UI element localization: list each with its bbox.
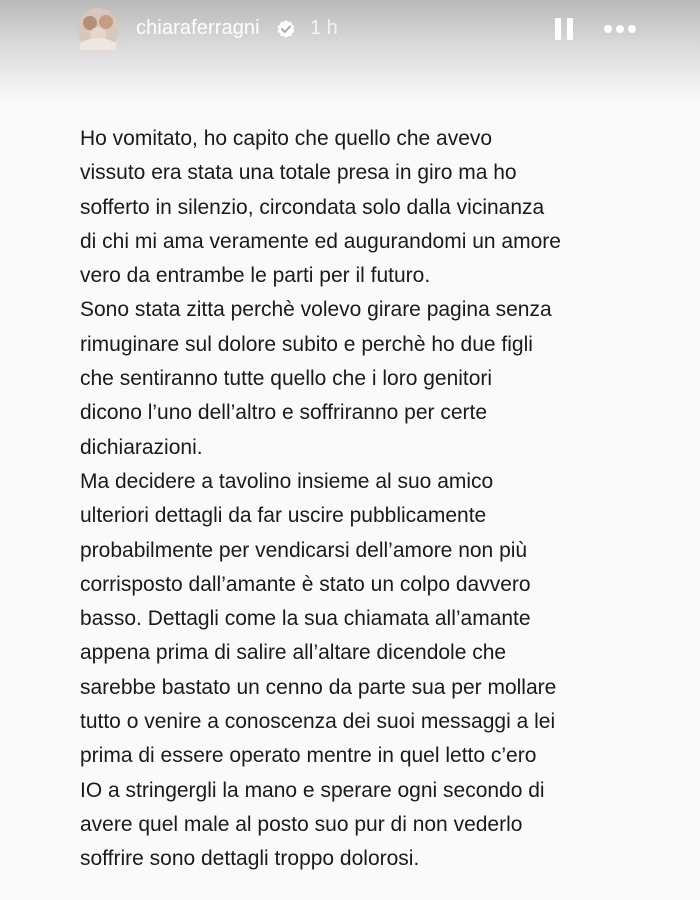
story-text-line: probabilmente per vendicarsi dell’amore non più	[80, 538, 528, 562]
story-text-line: prima di essere operato mentre in quel letto c’ero	[80, 744, 537, 768]
username[interactable]: chiaraferragni	[136, 17, 260, 39]
story-text-line: che sentiranno tutte quello che i loro genitori	[80, 367, 493, 391]
verified-badge-icon	[276, 19, 296, 39]
story-text-line: di chi mi ama veramente ed augurandomi un amore	[80, 229, 561, 253]
pause-icon	[555, 18, 561, 40]
story-text-line: sarebbe bastato un cenno da parte sua per mollare	[80, 675, 557, 699]
story-text-line: appena prima di salire all’altare dicendole che	[80, 641, 507, 665]
story-text-line: tutto o venire a conoscenza dei suoi messaggi a lei	[80, 710, 556, 734]
story-text-line: rimuginare sul dolore subito e perchè ho due figli	[80, 332, 533, 356]
story-text-line: basso. Dettagli come la sua chiamata all’amante	[80, 607, 531, 631]
story-text-line: soffrire sono dettagli troppo dolorosi.	[80, 847, 420, 871]
profile-avatar[interactable]	[72, 7, 124, 51]
story-text-line: ulteriori dettagli da far uscire pubblicamente	[80, 504, 487, 528]
pause-icon	[567, 18, 573, 40]
story-text-line: Ma decidere a tavolino insieme al suo amico	[80, 469, 494, 493]
story-text-line: dicono l’uno dell’altro e soffriranno per certe	[80, 401, 488, 425]
story-header	[0, 0, 700, 62]
story-text-line: sofferto in silenzio, circondata solo dalla vicinanza	[80, 195, 545, 219]
pause-button[interactable]	[550, 15, 578, 43]
more-options-icon	[628, 25, 636, 33]
more-options-icon	[604, 25, 612, 33]
story-text-line: dichiarazioni.	[80, 435, 203, 459]
story-text-line: avere quel male al posto suo pur di non vederlo	[80, 812, 523, 836]
more-options-button[interactable]	[600, 15, 640, 43]
story-text-line: IO a stringergli la mano e sperare ogni secondo di	[80, 778, 545, 802]
story-text-line: Ho vomitato, ho capito che quello che avevo	[80, 127, 493, 150]
story-text-line: vissuto era stata una totale presa in giro ma ho	[80, 161, 517, 185]
post-time: 1 h	[310, 17, 338, 39]
story-text-line: Sono stata zitta perchè volevo girare pagina senza	[80, 298, 552, 322]
more-options-icon	[616, 25, 624, 33]
story-text	[80, 122, 690, 877]
story-text-line: corrisposto dall’amante è stato un colpo davvero	[80, 572, 531, 596]
story-text-line: vero da entrambe le parti per il futuro.	[80, 264, 431, 288]
